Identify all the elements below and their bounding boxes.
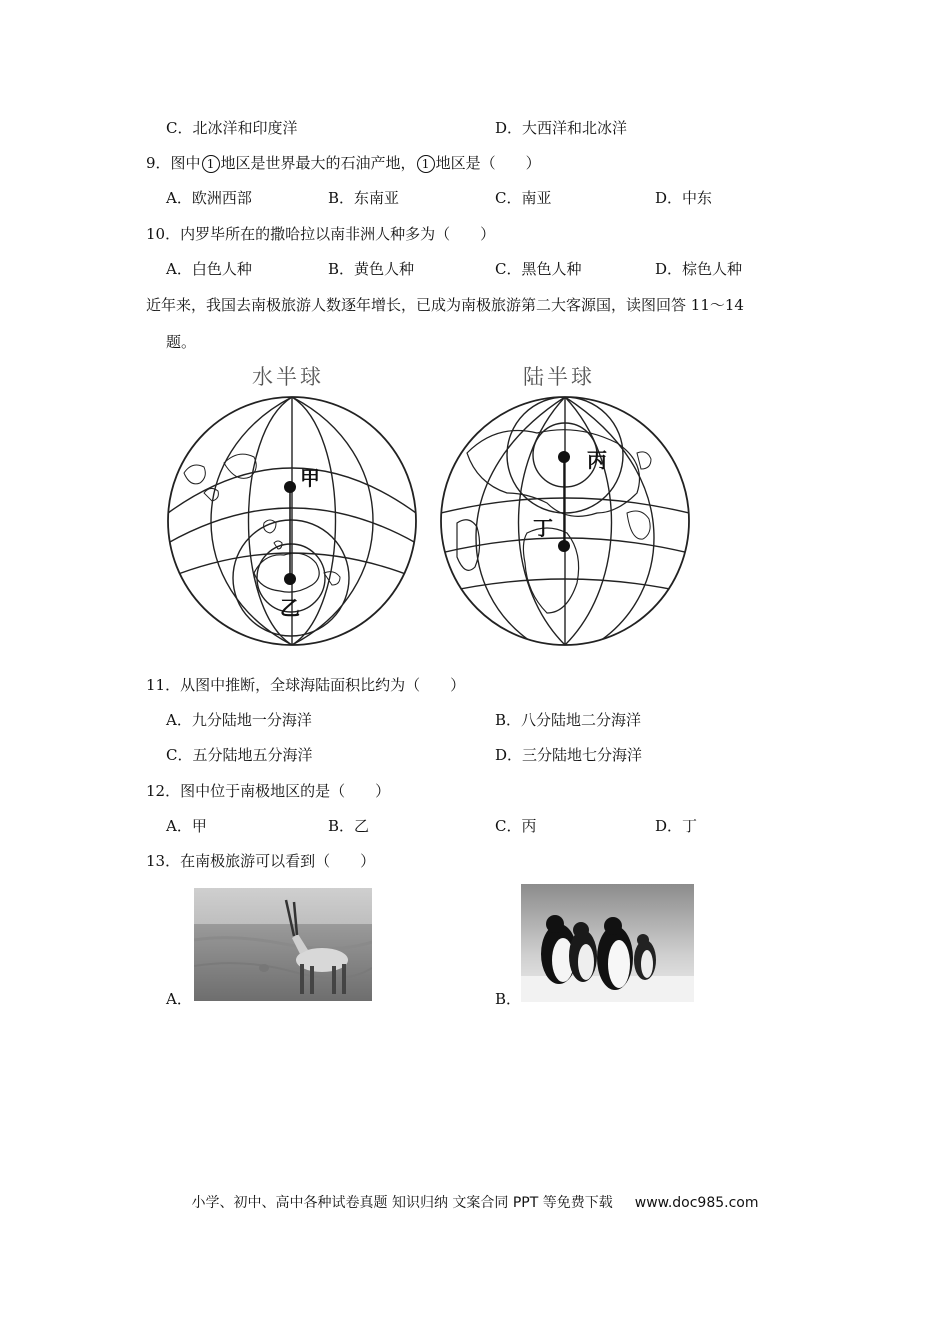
q9-text-pre: 9．图中: [146, 154, 201, 172]
region-marker-1: 1: [417, 155, 435, 173]
q9-question: [146, 153, 541, 173]
point-yi: [284, 573, 296, 585]
intro-line-2: 题。: [166, 333, 197, 351]
point-ding: [558, 540, 570, 552]
label-jia: 甲: [300, 466, 320, 490]
q11-option-d: D．三分陆地七分海洋: [495, 746, 643, 764]
land-hemisphere-title: 陆半球: [523, 365, 595, 389]
point-bing: [558, 451, 570, 463]
q8-option-d: D．大西洋和北冰洋: [495, 119, 628, 137]
label-yi: 乙: [280, 596, 300, 620]
q10-option-c: C．黑色人种: [495, 260, 582, 278]
label-ding: 丁: [533, 516, 553, 540]
point-jia: [284, 481, 296, 493]
q13-question: 13．在南极旅游可以看到（ ）: [146, 852, 376, 870]
q9-text-mid: 地区是世界最大的石油产地，: [220, 154, 416, 172]
q12-option-d: D．丁: [655, 817, 698, 835]
q13-option-b: B．: [495, 990, 522, 1008]
q12-option-c: C．丙: [495, 817, 537, 835]
q12-option-b: B．乙: [328, 817, 370, 835]
page-footer: [0, 1192, 950, 1212]
footer-url: www.doc985.com: [634, 1195, 759, 1211]
penguin-photo: [521, 884, 694, 1002]
q12-question: 12．图中位于南极地区的是（ ）: [146, 782, 391, 800]
q9-option-d: D．中东: [655, 189, 713, 207]
q10-option-b: B．黄色人种: [328, 260, 415, 278]
q11-question: 11．从图中推断，全球海陆面积比约为（ ）: [146, 676, 466, 694]
q11-option-b: B．八分陆地二分海洋: [495, 711, 642, 729]
q9-text-post: 地区是（ ）: [435, 154, 541, 172]
q9-option-b: B．东南亚: [328, 189, 400, 207]
water-hemisphere-map: [164, 393, 420, 649]
q8-option-c: C．北冰洋和印度洋: [166, 119, 298, 137]
region-marker-1: 1: [202, 155, 220, 173]
q10-question: 10．内罗毕所在的撒哈拉以南非洲人种多为（ ）: [146, 225, 496, 243]
water-hemisphere-title: 水半球: [252, 365, 324, 389]
label-bing: 丙: [587, 448, 607, 472]
intro-line-1: 近年来，我国去南极旅游人数逐年增长，已成为南极旅游第二大客源国，读图回答 11～14: [146, 296, 744, 314]
footer-text: 小学、初中、高中各种试卷真题 知识归纳 文案合同 PPT 等免费下载: [191, 1195, 613, 1211]
q13-option-a: A．: [166, 990, 192, 1008]
q12-option-a: A．甲: [166, 817, 207, 835]
q9-option-c: C．南亚: [495, 189, 552, 207]
q10-option-a: A．白色人种: [166, 260, 252, 278]
q11-option-a: A．九分陆地一分海洋: [166, 711, 312, 729]
antelope-photo: [194, 888, 372, 1001]
q11-option-c: C．五分陆地五分海洋: [166, 746, 313, 764]
q10-option-d: D．棕色人种: [655, 260, 743, 278]
land-hemisphere-map: [437, 393, 693, 649]
q9-option-a: A．欧洲西部: [166, 189, 252, 207]
